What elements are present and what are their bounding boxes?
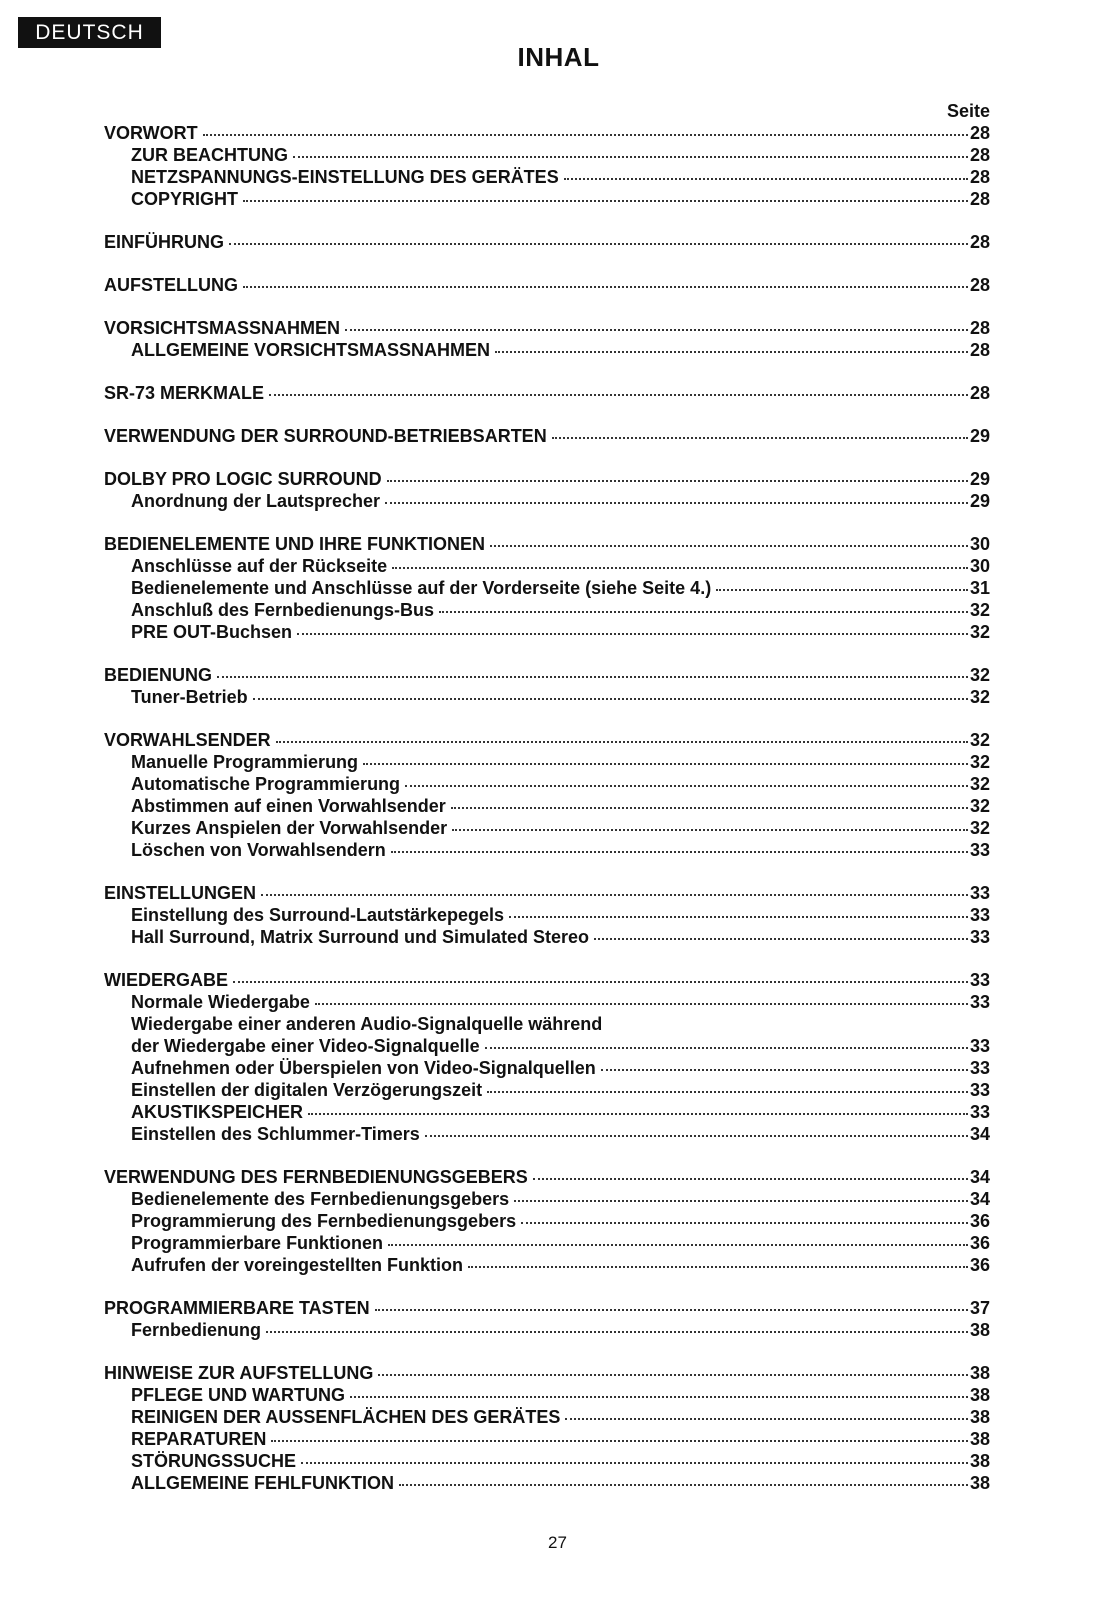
toc-entry-title: SR-73 MERKMALE [104, 383, 265, 403]
toc-entry-page: 34 [969, 1124, 990, 1144]
toc-entry-title: Programmierbare Funktionen [131, 1233, 384, 1253]
toc-entry-title: Tuner-Betrieb [131, 687, 248, 707]
toc-entry[interactable] [104, 1254, 990, 1276]
toc-entry[interactable] [104, 188, 990, 210]
toc-entry[interactable] [104, 1035, 990, 1057]
page-column-header: Seite [946, 101, 990, 121]
toc-entry[interactable] [104, 839, 990, 861]
toc-entry-page: 32 [969, 730, 990, 750]
toc-entry-title: Fernbedienung [131, 1320, 261, 1340]
toc-entry-page: 28 [969, 383, 990, 403]
toc-section [104, 1362, 990, 1494]
dot-leader [601, 1069, 968, 1071]
toc-entry-title: ALLGEMEINE VORSICHTSMASSNAHMEN [131, 340, 491, 360]
toc-entry-title: HINWEISE ZUR AUFSTELLUNG [104, 1363, 374, 1383]
toc-entry[interactable] [104, 621, 990, 643]
toc-section [104, 664, 990, 708]
page-title: INHAL [517, 42, 600, 72]
dot-leader [405, 785, 968, 787]
dot-leader [301, 1462, 968, 1464]
dot-leader [425, 1135, 968, 1137]
toc-entry-title: REPARATUREN [131, 1429, 267, 1449]
toc-entry[interactable] [104, 904, 990, 926]
toc-section [104, 969, 990, 1145]
toc-entry-page: 33 [969, 840, 990, 860]
toc-entry[interactable] [104, 1428, 990, 1450]
toc-entry-page: 32 [969, 774, 990, 794]
toc-groups [104, 122, 990, 1494]
toc-entry-title: Manuelle Programmierung [131, 752, 359, 772]
toc-entry-page: 38 [969, 1473, 990, 1493]
toc-section-heading[interactable] [104, 231, 990, 253]
toc-section [104, 729, 990, 861]
dot-leader [350, 1396, 968, 1398]
toc-entry-page: 29 [969, 426, 990, 446]
toc-entry-title: Einstellen des Schlummer-Timers [131, 1124, 420, 1144]
toc-section-heading[interactable] [104, 664, 990, 686]
toc-section [104, 882, 990, 948]
toc-section-heading[interactable] [104, 533, 990, 555]
toc-section [104, 533, 990, 643]
toc-entry-page: 30 [969, 556, 990, 576]
toc-entry[interactable] [104, 1384, 990, 1406]
dot-leader [399, 1484, 968, 1486]
toc-entry[interactable] [104, 817, 990, 839]
dot-leader [229, 243, 968, 245]
dot-leader [269, 394, 968, 396]
toc-entry-title: Normale Wiedergabe [131, 992, 310, 1012]
dot-leader [451, 807, 968, 809]
dot-leader [297, 633, 968, 635]
dot-leader [565, 1418, 968, 1420]
toc-section [104, 1166, 990, 1276]
dot-leader [487, 1091, 968, 1093]
toc-entry-title: Wiedergabe einer anderen Audio-Signalquelle während [131, 1014, 603, 1034]
dot-leader [217, 676, 968, 678]
toc-entry-page: 28 [969, 167, 990, 187]
toc-entry-page: 28 [969, 340, 990, 360]
language-badge: DEUTSCH [18, 17, 161, 48]
toc-section [104, 274, 990, 296]
toc-section-heading[interactable] [104, 882, 990, 904]
toc-entry-page: 38 [969, 1363, 990, 1383]
dot-leader [378, 1374, 968, 1376]
toc-entry[interactable] [104, 555, 990, 577]
toc-entry-title: VORWORT [104, 123, 198, 143]
dot-leader [392, 567, 968, 569]
toc-entry-page: 32 [969, 622, 990, 642]
toc-section [104, 382, 990, 404]
toc-entry[interactable] [104, 490, 990, 512]
toc-entry-page: 36 [969, 1211, 990, 1231]
toc-entry-title: Anschlüsse auf der Rückseite [131, 556, 388, 576]
toc-entry[interactable] [104, 1232, 990, 1254]
dot-leader [514, 1200, 968, 1202]
toc-section-heading[interactable] [104, 317, 990, 339]
toc-entry-page: 28 [969, 145, 990, 165]
toc-entry-title: Aufrufen der voreingestellten Funktion [131, 1255, 464, 1275]
toc-entry-page: 38 [969, 1429, 990, 1449]
toc-entry-page: 29 [969, 491, 990, 511]
dot-leader [293, 156, 968, 158]
toc-entry-title: COPYRIGHT [131, 189, 239, 209]
toc-entry-title: PFLEGE UND WARTUNG [131, 1385, 345, 1405]
dot-leader [345, 329, 968, 331]
toc-entry[interactable] [104, 1013, 990, 1035]
toc-entry[interactable] [104, 339, 990, 361]
toc-entry[interactable] [104, 1188, 990, 1210]
toc-entry-page: 33 [969, 905, 990, 925]
toc-section [104, 468, 990, 512]
toc-entry-title: STÖRUNGSSUCHE [131, 1451, 297, 1471]
toc-entry-title: Anschluß des Fernbedienungs-Bus [131, 600, 435, 620]
toc-entry-title: NETZSPANNUNGS-EINSTELLUNG DES GERÄTES [131, 167, 559, 187]
dot-leader [388, 1244, 968, 1246]
dot-leader [315, 1003, 968, 1005]
dot-leader [261, 894, 968, 896]
page-number: 27 [548, 1533, 567, 1552]
dot-leader [375, 1309, 968, 1311]
toc-entry-title: ZUR BEACHTUNG [131, 145, 288, 165]
dot-leader [276, 741, 968, 743]
toc-entry[interactable] [104, 166, 990, 188]
toc-entry-page: 33 [969, 992, 990, 1012]
toc-section [104, 231, 990, 253]
toc-entry-page: 32 [969, 665, 990, 685]
dot-leader [490, 545, 968, 547]
dot-leader [308, 1113, 968, 1115]
dot-leader [266, 1331, 968, 1333]
toc-entry-title: AKUSTIKSPEICHER [131, 1102, 304, 1122]
toc-entry-page: 28 [969, 318, 990, 338]
toc-entry-page: 36 [969, 1255, 990, 1275]
toc-entry[interactable] [104, 991, 990, 1013]
toc-section-heading[interactable] [104, 382, 990, 404]
toc-entry[interactable] [104, 599, 990, 621]
dot-leader [485, 1047, 968, 1049]
dot-leader [716, 589, 968, 591]
toc-entry[interactable] [104, 577, 990, 599]
toc-entry-page: 33 [969, 883, 990, 903]
toc-entry[interactable] [104, 1101, 990, 1123]
toc-section-heading[interactable] [104, 1297, 990, 1319]
toc-entry-title: EINFÜHRUNG [104, 232, 224, 252]
toc-section-heading[interactable] [104, 1166, 990, 1188]
dot-leader [203, 134, 968, 136]
toc-entry-page: 30 [969, 534, 990, 554]
toc-section-heading[interactable] [104, 1362, 990, 1384]
toc-entry[interactable] [104, 1472, 990, 1494]
dot-leader [564, 178, 968, 180]
toc-entry[interactable] [104, 773, 990, 795]
toc-entry-page: 33 [969, 927, 990, 947]
toc-entry-title: VORSICHTSMASSNAHMEN [104, 318, 341, 338]
toc-entry[interactable] [104, 1079, 990, 1101]
toc-entry-title: VORWAHLSENDER [104, 730, 271, 750]
toc-section [104, 317, 990, 361]
toc-entry-title: Hall Surround, Matrix Surround und Simulated Stereo [131, 927, 590, 947]
toc-entry[interactable] [104, 1057, 990, 1079]
toc-entry-page: 34 [969, 1167, 990, 1187]
dot-leader [509, 916, 968, 918]
toc-section-heading[interactable] [104, 425, 990, 447]
toc-entry-page: 33 [969, 1080, 990, 1100]
toc-entry-title: Aufnehmen oder Überspielen von Video-Signalquellen [131, 1058, 596, 1078]
toc-section [104, 1297, 990, 1341]
toc-entry[interactable] [104, 1210, 990, 1232]
dot-leader [363, 763, 968, 765]
dot-leader [594, 938, 968, 940]
toc-entry-title: VERWENDUNG DER SURROUND-BETRIEBSARTEN [104, 426, 547, 446]
toc-section-heading[interactable] [104, 122, 990, 144]
dot-leader [521, 1222, 968, 1224]
toc-entry[interactable] [104, 144, 990, 166]
dot-leader [391, 851, 968, 853]
dot-leader [243, 286, 968, 288]
toc-section-heading[interactable] [104, 274, 990, 296]
toc-entry[interactable] [104, 795, 990, 817]
dot-leader [552, 437, 968, 439]
dot-leader [385, 502, 968, 504]
dot-leader [271, 1440, 968, 1442]
toc-section [104, 122, 990, 210]
dot-leader [233, 981, 968, 983]
toc-entry-title: Einstellen der digitalen Verzögerungszeit [131, 1080, 483, 1100]
toc-entry[interactable] [104, 1319, 990, 1341]
toc-entry-title: BEDIENUNG [104, 665, 213, 685]
toc-entry[interactable] [104, 751, 990, 773]
toc-entry-title: Programmierung des Fernbedienungsgebers [131, 1211, 517, 1231]
toc-entry-page: 37 [969, 1298, 990, 1318]
toc-entry-page: 33 [969, 1102, 990, 1122]
dot-leader [533, 1178, 968, 1180]
toc-entry-page: 28 [969, 123, 990, 143]
toc-entry-title: Abstimmen auf einen Vorwahlsender [131, 796, 446, 816]
toc-entry-page: 32 [969, 818, 990, 838]
toc-entry-page: 29 [969, 469, 990, 489]
toc-entry-title: PRE OUT-Buchsen [131, 622, 293, 642]
toc-entry-page: 38 [969, 1320, 990, 1340]
toc-entry[interactable] [104, 926, 990, 948]
toc-entry-title: Bedienelemente und Anschlüsse auf der Vorderseite (siehe Seite 4.) [131, 578, 712, 598]
toc-entry-title: DOLBY PRO LOGIC SURROUND [104, 469, 382, 489]
toc-entry-page: 38 [969, 1451, 990, 1471]
toc-entry-title: der Wiedergabe einer Video-Signalquelle [131, 1036, 480, 1056]
toc-entry-page: 36 [969, 1233, 990, 1253]
toc-entry-title: PROGRAMMIERBARE TASTEN [104, 1298, 370, 1318]
toc-entry-page: 32 [969, 687, 990, 707]
toc-entry-title: Löschen von Vorwahlsendern [131, 840, 386, 860]
toc-entry-title: Anordnung der Lautsprecher [131, 491, 381, 511]
toc-entry-title: REINIGEN DER AUSSENFLÄCHEN DES GERÄTES [131, 1407, 561, 1427]
toc-entry-page: 28 [969, 189, 990, 209]
toc-section [104, 425, 990, 447]
toc-entry-title: AUFSTELLUNG [104, 275, 238, 295]
toc-entry-title: VERWENDUNG DES FERNBEDIENUNGSGEBERS [104, 1167, 528, 1187]
toc-entry-title: WIEDERGABE [104, 970, 229, 990]
dot-leader [468, 1266, 968, 1268]
toc-entry-page: 38 [969, 1385, 990, 1405]
toc-entry-page: 31 [969, 578, 990, 598]
toc-entry-title: Einstellung des Surround-Lautstärkepegels [131, 905, 505, 925]
dot-leader [253, 698, 968, 700]
toc-entry-page: 33 [969, 1058, 990, 1078]
toc-entry-page: 33 [969, 970, 990, 990]
toc-entry-page: 32 [969, 600, 990, 620]
toc-entry-page: 28 [969, 275, 990, 295]
toc-entry-title: EINSTELLUNGEN [104, 883, 257, 903]
toc-entry[interactable] [104, 686, 990, 708]
toc-entry[interactable] [104, 1406, 990, 1428]
toc-section-heading[interactable] [104, 969, 990, 991]
toc-entry-page: 28 [969, 232, 990, 252]
toc-entry-page: 34 [969, 1189, 990, 1209]
toc-entry-title: Bedienelemente des Fernbedienungsgebers [131, 1189, 510, 1209]
dot-leader [387, 480, 968, 482]
table-of-contents [104, 100, 990, 1515]
dot-leader [243, 200, 968, 202]
toc-entry-page: 38 [969, 1407, 990, 1427]
toc-entry[interactable] [104, 1450, 990, 1472]
toc-entry-title: ALLGEMEINE FEHLFUNKTION [131, 1473, 394, 1493]
toc-entry-page: 33 [969, 1036, 990, 1056]
toc-entry-page: 32 [969, 752, 990, 772]
toc-section-heading[interactable] [104, 468, 990, 490]
dot-leader [439, 611, 968, 613]
dot-leader [452, 829, 968, 831]
toc-section-heading[interactable] [104, 729, 990, 751]
toc-entry-title: Automatische Programmierung [131, 774, 401, 794]
toc-entry-title: Kurzes Anspielen der Vorwahlsender [131, 818, 448, 838]
toc-entry-title: BEDIENELEMENTE UND IHRE FUNKTIONEN [104, 534, 486, 554]
dot-leader [495, 351, 968, 353]
toc-entry[interactable] [104, 1123, 990, 1145]
toc-entry-page: 32 [969, 796, 990, 816]
